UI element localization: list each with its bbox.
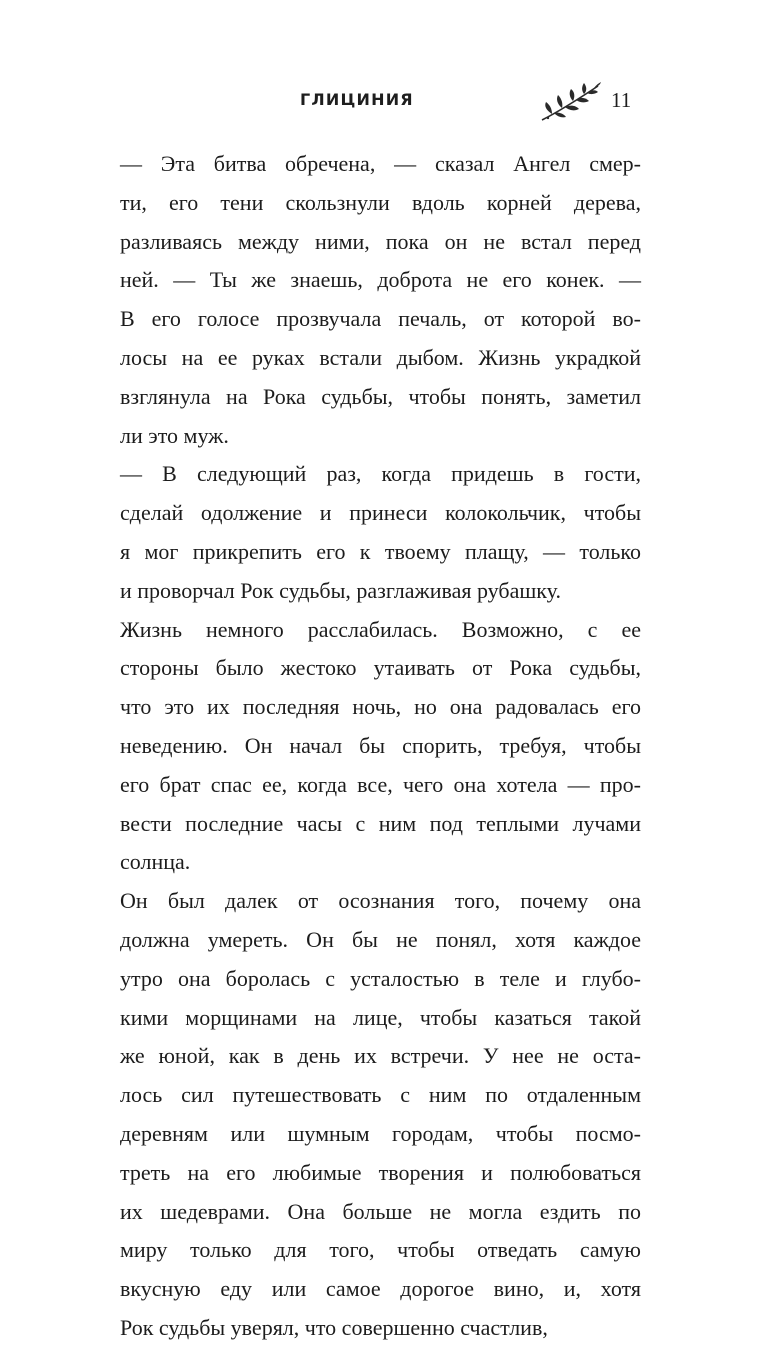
paragraph: [120, 455, 641, 610]
text-line: ти, его тени скользнули вдоль корней дерева,: [120, 189, 641, 215]
text-line: В его голосе прозвучала печаль, от которой во-: [120, 306, 641, 332]
running-title: ГЛИЦИНИЯ: [300, 90, 414, 109]
text-line: — В следующий раз, когда придешь в гости,: [120, 461, 641, 487]
text-line: я мог прикрепить его к твоему плащу, — только: [120, 538, 641, 564]
text-line: миру только для того, чтобы отведать самую: [120, 1237, 641, 1263]
text-line: их шедеврами. Она больше не могла ездить по: [120, 1198, 641, 1224]
text-line: треть на его любимые творения и полюбоваться: [120, 1159, 641, 1185]
text-line: деревням или шумным городам, чтобы посмо-: [120, 1120, 641, 1146]
text-line: же юной, как в день их встречи. У нее не оста-: [120, 1043, 641, 1069]
text-line: лось сил путешествовать с ним по отдаленным: [120, 1082, 641, 1108]
paragraph: [120, 611, 641, 883]
text-line: разливаясь между ними, пока он не встал перед: [120, 228, 641, 254]
paragraph: [120, 882, 641, 1348]
text-line: его брат спас ее, когда все, чего она хотела — про-: [120, 771, 641, 797]
paragraph: [120, 145, 641, 455]
text-line: Жизнь немного расслабилась. Возможно, с ее: [120, 616, 641, 642]
text-line: неведению. Он начал бы спорить, требуя, чтобы: [120, 732, 641, 758]
text-line: ли это муж.: [120, 422, 229, 448]
text-line: солнца.: [120, 849, 191, 875]
text-line: — Эта битва обречена, — сказал Ангел смер-: [120, 151, 641, 176]
text-line: вести последние часы с ним под теплыми лучами: [120, 810, 641, 836]
text-line: что это их последняя ночь, но она радовалась его: [120, 694, 641, 720]
text-line: лосы на ее руках встали дыбом. Жизнь украдкой: [120, 344, 641, 370]
text-line: должна умереть. Он бы не понял, хотя каждое: [120, 926, 641, 952]
text-line: взглянула на Рока судьбы, чтобы понять, заметил: [120, 383, 641, 409]
text-line: Рок судьбы уверял, что совершенно счастлив,: [120, 1314, 548, 1340]
leaf-sprig-icon: [540, 80, 602, 124]
text-line: Он был далек от осознания того, почему она: [120, 888, 641, 914]
text-line: стороны было жестоко утаивать от Рока судьбы,: [120, 655, 641, 681]
body-text: [120, 145, 641, 1348]
text-line: сделай одолжение и принеси колокольчик, чтобы: [120, 500, 641, 526]
text-line: и проворчал Рок судьбы, разглаживая рубашку.: [120, 577, 561, 603]
text-line: кими морщинами на лице, чтобы казаться такой: [120, 1004, 641, 1030]
page-number: 11: [611, 88, 632, 112]
text-line: утро она боролась с усталостью в теле и глубо-: [120, 965, 641, 991]
text-line: вкусную еду или самое дорогое вино, и, хотя: [120, 1276, 641, 1302]
text-line: ней. — Ты же знаешь, доброта не его конек. —: [120, 267, 641, 293]
